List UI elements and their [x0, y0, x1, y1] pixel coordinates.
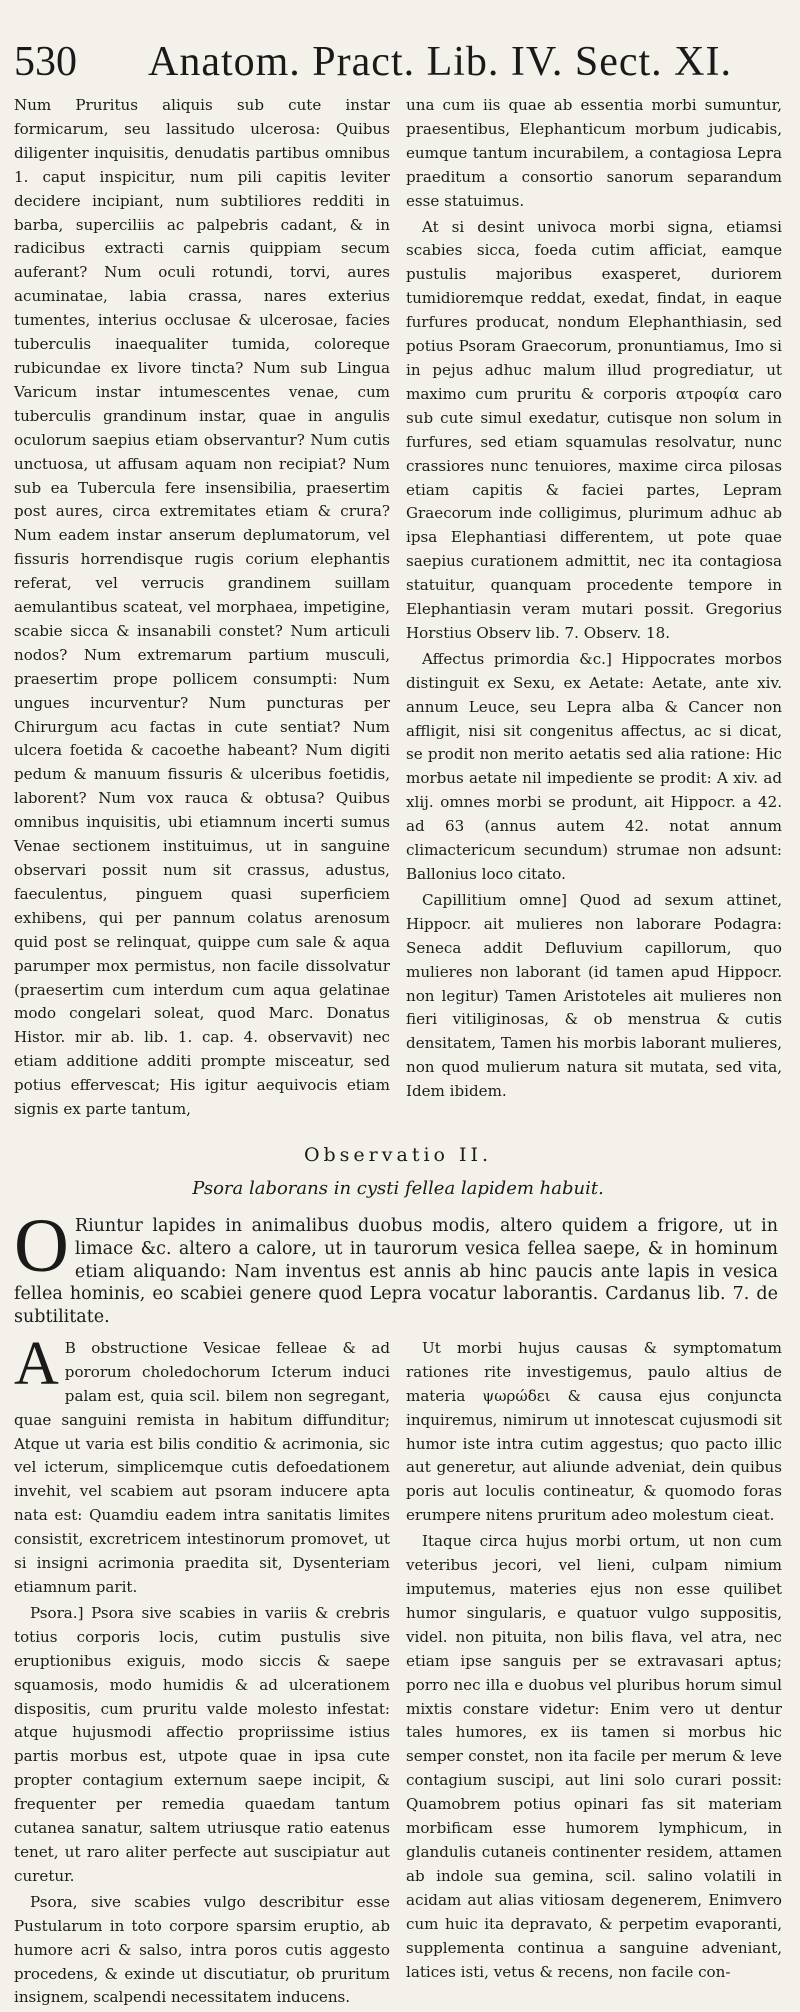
drop-cap: O: [14, 1203, 69, 1288]
top-left-column: [14, 94, 390, 1124]
paragraph: Psora.] Psora sive scabies in variis & crebris totius corporis locis, cutim pustulis sive eruptionibus exiguis, modo siccis & saepe squamosis, modo humidis & ad ulcerationem dispositis, cum pruritu valde molesto infestat: atque hujusmodi affectio propriissime istius partis morbus est, utpote quae in ipsa cute propter contagium externum saepe incipit, & frequenter per remedia quaedam tantum cutanea sanatur, saltem utriusque ratio eatenus tenet, ut raro aliter perfecte aut suscipiatur aut curetur.: [14, 1603, 390, 1885]
intro-text: Riuntur lapides in animalibus duobus modis, altero quidem a frigore, ut in limace &c. altero a calore, ut in taurorum vesica fellea saepe, & in hominum etiam aliquando: Nam inventus est annis ab hinc paucis ante lapis in vesica fellea hominis, eo scabiei genere quod Lepra vocatur laborantis. Cardanus lib. 7. de subtilitate.: [14, 1215, 778, 1328]
paragraph: una cum iis quae ab essentia morbi sumuntur, praesentibus, Elephanticum morbum judicabis, eumque tantum incurabilem, a contagiosa Lepra praeditum a consortio sanorum separandum esse statuimus.: [406, 96, 782, 210]
drop-cap: A: [14, 1329, 59, 1398]
bottom-left-column: [14, 1329, 390, 2012]
paragraph: At si desint univoca morbi signa, etiamsi scabies sicca, foeda cutim afficiat, eamque pustulis majoribus exasperet, duriorem tumidioremque reddat, exedat, findat, in eaque furfures producat, nondum Elephanthiasin, sed potius Psoram Graecorum, pronuntiamus, Imo si in pejus adhuc malum illud progrediatur, ut maximo cum pruritu & corporis ατροφία caro sub cute simul exedatur, cutisque non solum in furfures, sed etiam squamulas resolvatur, nunc crassiores nunc tenuiores, maxime circa pilosas etiam capitis & faciei partes, Lepram Graecorum inde colligimus, plurimum adhuc ab ipsa Elephantiasi differentem, ut pote quae saepius curationem admittit, nec ita contagiosa statuitur, quanquam procedente tempore in Elephantiasin veram mutari possit. Gregorius Horstius Observ lib. 7. Observ. 18.: [406, 217, 782, 642]
paragraph: Num Pruritus aliquis sub cute instar formicarum, seu lassitudo ulcerosa: Quibus diligenter inquisitis, denudatis partibus omnibus 1. caput inspicitur, num pili capitis leviter decidere incipiant, num subtiliores redditi in barba, superciliis ac palpebris cadant, & in radicibus extracti carnis quippiam secum auferant? Num oculi rotundi, torvi, aures acuminatae, labia crassa, nares exterius tumentes, interius occlusae & ulcerosae, facies tuberculis inaequaliter tumida, coloreque rubicundae ex livore tincta? Num sub Lingua Varicum instar intumescentes venae, cum tuberculis grandinum instar, quae in angulis oculorum saepius etiam observantur? Num cutis unctuosa, ut affusam aquam non recipiat? Num sub ea Tubercula fere insensibilia, praesertim post aures, circa extremitates etiam & crura? Num eadem instar anserum deplumatorum, vel fissuris horrendisque rugis corium elephantis referat, vel verrucis grandinem suillam aemulantibus scateat, vel morphaea, impetigine, scabie sicca & insanabili constet? Num articuli nodos? Num extremarum partium musculi, praesertim prope pollicem consumpti: Num ungues incurventur? Num puncturas per Chirurgum acu factas in cute sentiat? Num ulcera foetida & cacoethe habeant? Num digiti pedum & manuum fissuris & ulceribus foetidis, laborent? Num vox rauca & obtusa? Quibus omnibus inquisitis, ubi etiamnum incerti sumus Venae sectionem instituimus, ut in sanguine observari possit num sit crassus, adustus, faeculentus, pinguem quasi superficiem exhibens, qui per pannum colatus arenosum quid post se relinquat, quippe cum sale & aqua parumper mox permistus, non facile dissolvatur (praesertim cum interdum cum aqua gelatinae modo congelari soleat, quod Marc. Donatus Histor. mir ab. lib. 1. cap. 4. observavit) nec etiam additione additi prompte misceatur, sed potius effervescat; His igitur aequivocis etiam signis ex parte tantum,: [14, 96, 390, 1119]
running-head: Anatom. Pract. Lib. IV. Sect. XI.: [148, 39, 732, 85]
paragraph-text: B obstructione Vesicae felleae & ad pororum choledochorum Icterum induci palam est, quia scil. bilem non segregant, quae sanguini remista in habitum diffunditur; Atque ut varia est bilis conditio & acrimonia, sic vel icterum, simplicemque cutis defoedationem invehit, vel scabiem aut psoram inducere apta nata est: Quamdiu eadem intra sanitatis limites consistit, excretricem intestinorum promovet, ut si insigni acrimonia praedita sit, Dysenteriam etiamnum parit.: [14, 1338, 390, 1597]
page-header: [14, 38, 782, 94]
bottom-columns: [14, 1329, 782, 2012]
paragraph: Capillitium omne] Quod ad sexum attinet, Hippocr. ait mulieres non laborare Podagra: Seneca addit Defluvium capillorum, quo mulieres non laborant (id tamen apud Hippocr. non legitur) Tamen Aristoteles ait mulieres non fieri vitiliginosas, & ob menstrua & cutis densitatem, Tamen his morbis laborant mulieres, non quod mulierum natura sit mutata, sed vita, Idem ibidem.: [406, 890, 782, 1101]
observation-intro: [14, 1203, 778, 1329]
paragraph: Affectus primordia &c.] Hippocrates morbos distinguit ex Sexu, ex Aetate: Aetate, ante xiv. annum Leuce, seu Lepra alba & Cancer non affligit, nisi sit congenitus affectus, ac si dicat, se prodit non merito aetatis sed alia ratione: Hic morbus aetate nil impediente se prodit: A xiv. ad xlij. omnes morbi se produnt, ait Hippocr. a 42. ad 63 (annus autem 42. notat annum climactericum secundum) strumae non adsunt: Ballonius loco citato.: [406, 649, 782, 883]
top-columns: [14, 94, 782, 1124]
paragraph: Itaque circa hujus morbi ortum, ut non cum veteribus jecori, vel lieni, culpam nimium imputemus, materies ejus non esse quilibet humor singularis, e quatuor vulgo suppositis, videl. non pituita, non bilis flava, vel atra, nec etiam ipse sanguis per se extravasari aptus; porro nec illa e duobus vel pluribus horum simul mixtis constare videtur: Enim vero ut dentur tales humores, ex iis tamen si morbus hic semper constet, non ita facile per merum & leve contagium suscipi, aut lini solo curari possit: Quamobrem potius opinari fas sit materiam morbificam esse humorem lymphicum, in glandulis cutaneis continenter residem, attamen ab indole sua gemina, scil. salino volatili in acidam aut alias vitiosam degenerem, Enimvero cum huic ita depravato, & perpetim evaporanti, supplementa continua a sanguine adveniant, latices isti, vetus & recens, non facile con-: [406, 1532, 782, 1981]
observation-subtitle: Psora laborans in cysti fellea lapidem habuit.: [192, 1177, 604, 1199]
bottom-right-column: [406, 1337, 782, 2012]
top-right-column: [406, 94, 782, 1124]
paragraph: Psora, sive scabies vulgo describitur esse Pustularum in toto corpore sparsim eruptio, ab humore acri & salso, intra poros cutis aggesto procedens, & exinde ut discutiatur, ob pruritum insignem, scalpendi necessitatem inducens.: [14, 1892, 390, 2007]
paragraph: [14, 1329, 390, 1600]
observation-heading: Observatio II.: [303, 1143, 493, 1166]
paragraph: Ut morbi hujus causas & symptomatum rationes rite investigemus, paulo altius de materia ψωρώδει & causa ejus conjuncta inquiremus, nimirum ut innotescat cujusmodi sit humor iste intra cutim aggestus; quo pacto illic aut generetur, aut aliunde adveniat, dein quibus poris aut loculis contineatur, & quomodo foras erumpere nitens pruritum adeo molestum cieat.: [406, 1338, 782, 1525]
page-number: 530: [14, 39, 77, 85]
